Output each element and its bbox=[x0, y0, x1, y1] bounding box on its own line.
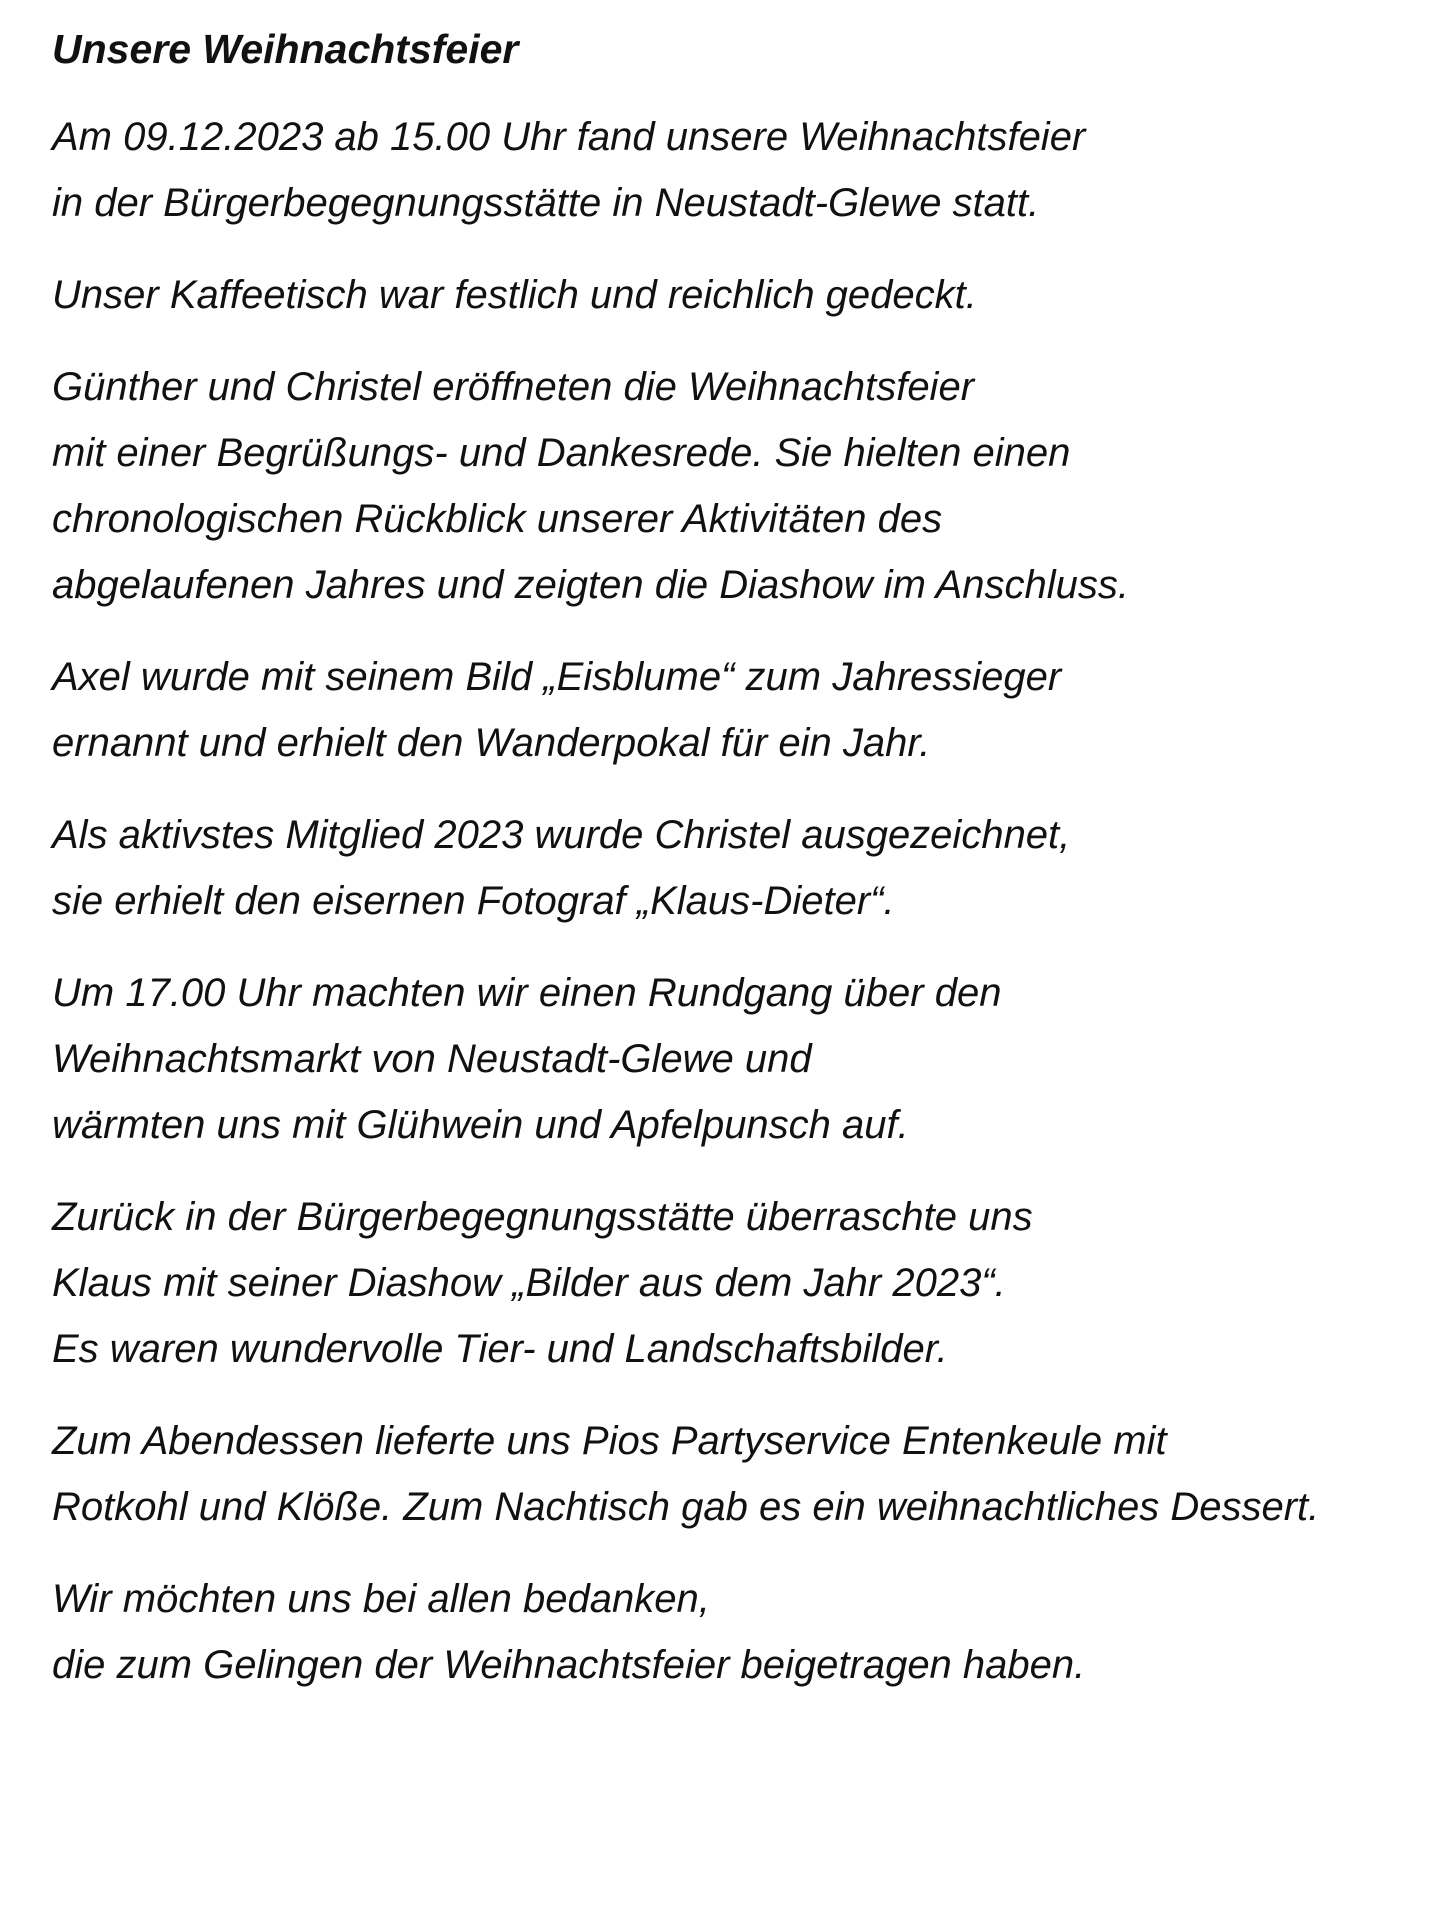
paragraph-event-date bbox=[52, 104, 1410, 236]
text-line: Weihnachtsmarkt von Neustadt-Glewe und bbox=[52, 1037, 812, 1081]
text-line: Axel wurde mit seinem Bild „Eisblume“ zum Jahressieger bbox=[52, 655, 1062, 699]
text-line: Unser Kaffeetisch war festlich und reichlich gedeckt. bbox=[52, 273, 977, 317]
text-line: Zurück in der Bürgerbegegnungsstätte überraschte uns bbox=[52, 1195, 1033, 1239]
document-title: Unsere Weihnachtsfeier bbox=[52, 26, 519, 72]
text-line: sie erhielt den eisernen Fotograf „Klaus-Dieter“. bbox=[52, 879, 895, 923]
paragraph-dinner bbox=[52, 1408, 1410, 1540]
text-line: mit einer Begrüßungs- und Dankesrede. Sie hielten einen bbox=[52, 431, 1071, 475]
text-line: Als aktivstes Mitglied 2023 wurde Christel ausgezeichnet, bbox=[52, 813, 1071, 857]
paragraph-coffee-table bbox=[52, 262, 1410, 328]
text-line: ernannt und erhielt den Wanderpokal für ein Jahr. bbox=[52, 721, 931, 765]
text-line: Zum Abendessen lieferte uns Pios Partyservice Entenkeule mit bbox=[52, 1419, 1167, 1463]
text-line: Rotkohl und Klöße. Zum Nachtisch gab es ein weihnachtliches Dessert. bbox=[52, 1485, 1320, 1529]
text-line: Wir möchten uns bei allen bedanken, bbox=[52, 1577, 710, 1621]
text-line: abgelaufenen Jahres und zeigten die Diashow im Anschluss. bbox=[52, 563, 1129, 607]
text-line: Günther und Christel eröffneten die Weihnachtsfeier bbox=[52, 365, 975, 409]
text-line: Um 17.00 Uhr machten wir einen Rundgang über den bbox=[52, 971, 1002, 1015]
paragraph-slideshow bbox=[52, 1184, 1410, 1382]
paragraph-opening bbox=[52, 354, 1410, 618]
paragraph-active-member bbox=[52, 802, 1410, 934]
text-line: wärmten uns mit Glühwein und Apfelpunsch auf. bbox=[52, 1103, 909, 1147]
paragraph-thanks bbox=[52, 1566, 1410, 1698]
text-line: Es waren wundervolle Tier- und Landschaftsbilder. bbox=[52, 1327, 948, 1371]
text-line: Klaus mit seiner Diashow „Bilder aus dem Jahr 2023“. bbox=[52, 1261, 1006, 1305]
text-line: Am 09.12.2023 ab 15.00 Uhr fand unsere Weihnachtsfeier bbox=[52, 115, 1086, 159]
text-line: die zum Gelingen der Weihnachtsfeier beigetragen haben. bbox=[52, 1643, 1086, 1687]
paragraph-christmas-market bbox=[52, 960, 1410, 1158]
text-line: in der Bürgerbegegnungsstätte in Neustadt-Glewe statt. bbox=[52, 181, 1040, 225]
paragraph-annual-winner bbox=[52, 644, 1410, 776]
text-line: chronologischen Rückblick unserer Aktivitäten des bbox=[52, 497, 943, 541]
